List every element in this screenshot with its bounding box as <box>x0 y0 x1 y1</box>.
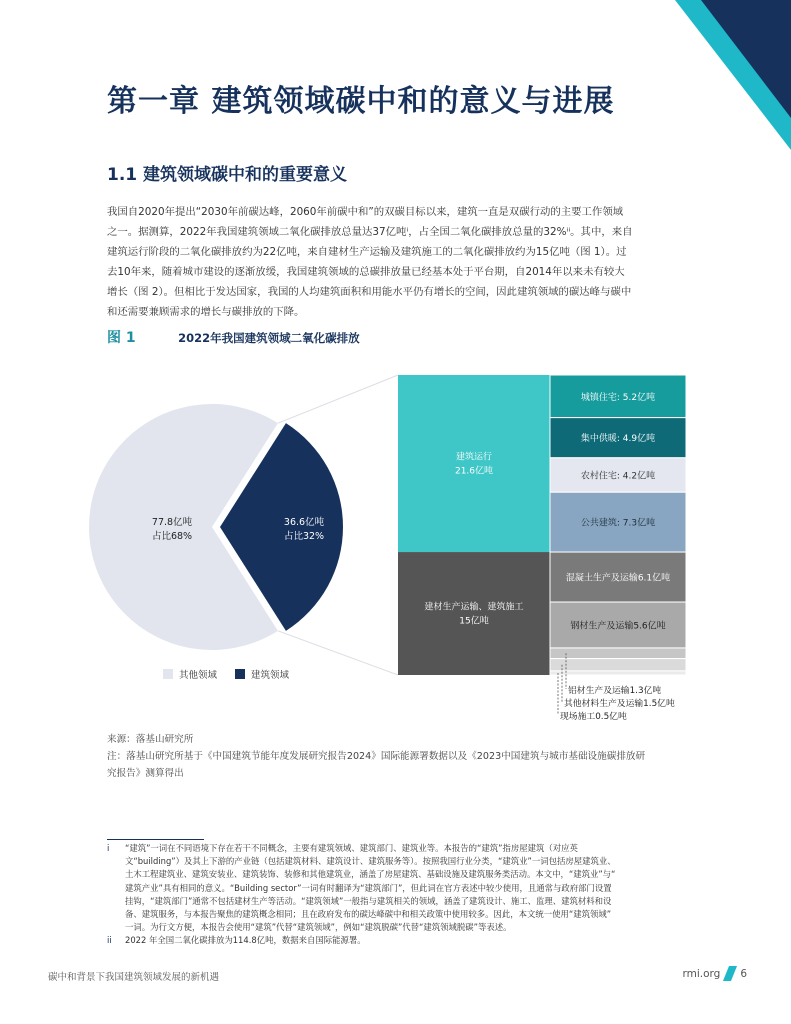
footnote-line: 土木工程建筑业、建筑安装业、建筑装饰、装修和其他建筑业，涵盖了房屋建筑、基础设施及建筑服务类活动。本文中，“建筑业”与“ <box>125 869 616 880</box>
breakdown-group-materials <box>398 552 550 675</box>
breakdown-group-value: 15亿吨 <box>459 616 489 627</box>
breakdown-item-label: 混凝土生产及运输6.1亿吨 <box>565 573 671 584</box>
body-line: 增长（图 2）。但相比于发达国家，我国的人均建筑面积和用能水平仍有增长的空间，因此建筑领域的碳达峰与碳中 <box>107 286 632 298</box>
breakdown-group-operation <box>398 375 550 552</box>
pie-label-other-share: 占比68% <box>151 531 193 542</box>
footnote-line: 文“building”）及其上下游的产业链（包括建筑材料、建筑设计、建筑服务等）。按照我国行业分类，“建筑业”一词包括房屋建筑业、 <box>125 856 616 867</box>
breakdown-item <box>550 648 686 659</box>
connector-line-bottom <box>278 631 398 675</box>
breakdown-item-label: 集中供暖: 4.9亿吨 <box>580 434 656 445</box>
footer-report-title: 碳中和背景下我国建筑领域发展的新机遇 <box>48 972 220 983</box>
footnote-mark: ii <box>107 935 112 946</box>
breakdown-item <box>550 659 686 671</box>
source-line: 来源：落基山研究所 <box>107 734 194 745</box>
legend-swatch-other <box>163 669 173 679</box>
breakdown-callout-label: 现场施工0.5亿吨 <box>560 712 627 722</box>
figure-header <box>107 327 360 347</box>
chapter-title: 第一章 建筑领域碳中和的意义与进展 <box>107 84 615 119</box>
footnote-line: 建筑产业”具有相同的意义。“Building sector”一词有时翻译为“建筑部门”，但此词在官方表述中较少使用，且通常与政府部门设置 <box>125 882 612 893</box>
pie-label-building-share: 占比32% <box>283 531 325 542</box>
breakdown-callout-label: 铝材生产及运输1.3亿吨 <box>568 686 662 696</box>
footnote-line: 2022 年全国二氧化碳排放为114.8亿吨，数据来自国际能源署。 <box>125 935 366 946</box>
body-line: 建筑运行阶段的二氧化碳排放约为22亿吨，来自建材生产运输及建筑施工的二氧化碳排放约为15亿吨（图 1）。过 <box>107 246 627 258</box>
footnotes <box>107 842 692 948</box>
pie-label-building-value: 36.6亿吨 <box>283 517 325 528</box>
breakdown-item-label: 钢材生产及运输5.6亿吨 <box>570 621 666 632</box>
breakdown-group-name: 建材生产运输、建筑施工 <box>424 602 524 613</box>
legend-swatch-building <box>235 669 245 679</box>
page-number: 6 <box>740 967 747 980</box>
footnote-line: 一词。为行文方便，本报告会使用“建筑”代替“建筑领域”，例如“建筑脱碳”代替“建筑领域脱碳”等表述。 <box>125 922 512 933</box>
breakdown-item <box>550 671 686 675</box>
figure-source <box>107 731 692 782</box>
footnote-i <box>107 842 692 934</box>
legend-label-building: 建筑领域 <box>251 670 290 681</box>
breakdown-group-name: 建筑运行 <box>455 452 493 463</box>
breakdown-callout-label: 其他材料生产及运输1.5亿吨 <box>564 699 675 709</box>
emissions-chart <box>0 360 791 730</box>
legend-label-other: 其他领域 <box>179 670 218 681</box>
source-note-cont: 究报告》测算得出 <box>107 768 184 779</box>
body-line: 和还需要兼顾需求的增长与碳排放的下降。 <box>107 306 305 318</box>
section-title: 1.1 建筑领域碳中和的重要意义 <box>107 165 348 185</box>
footer-page-info <box>682 966 747 981</box>
pie-label-other-value: 77.8亿吨 <box>151 517 193 528</box>
chart-legend <box>163 667 289 681</box>
body-line: 我国自2020年提出“2030年前碳达峰，2060年前碳中和”的双碳目标以来，建筑一直是双碳行动的主要工作领域 <box>107 206 624 218</box>
figure-title: 2022年我国建筑领域二氧化碳排放 <box>178 331 360 345</box>
slash-icon <box>723 966 737 981</box>
footnote-line: “建筑”一词在不同语境下存在若干不同概念，主要有建筑领域、建筑部门、建筑业等。本报告的“建筑”指房屋建筑（对应英 <box>125 843 578 853</box>
breakdown-item-label: 公共建筑: 7.3亿吨 <box>580 518 656 529</box>
connector-line-top <box>278 375 398 423</box>
breakdown-item-label: 农村住宅: 4.2亿吨 <box>580 471 656 482</box>
footnote-line: 挂钩，“建筑部门”通常不包括建材生产等活动。“建筑领域”一般指与建筑相关的领域，涵盖了建筑设计、施工、监理、建筑材料和设 <box>125 895 612 906</box>
body-line: 之一。据测算，2022年我国建筑领域二氧化碳排放总量达37亿吨ⁱ，占全国二氧化碳排放总量的32%ⁱⁱ。其中，来自 <box>107 226 633 238</box>
body-paragraph <box>107 202 690 322</box>
breakdown-item-label: 城镇住宅: 5.2亿吨 <box>580 392 656 403</box>
source-note: 注：落基山研究所基于《中国建筑节能年度发展研究报告2024》国际能源署数据以及《2023中国建筑与城市基础设施碳排放研 <box>107 751 646 762</box>
footnote-line: 备、建筑服务，与本报告聚焦的建筑概念相同；且在政府发布的碳达峰碳中和相关政策中使用较多。因此，本文统一使用“建筑领域” <box>125 909 612 920</box>
footnote-mark: i <box>107 843 110 853</box>
body-line: 去10年来，随着城市建设的逐渐放缓，我国建筑领域的总碳排放量已经基本处于平台期，自2014年以来未有较大 <box>107 266 625 278</box>
footnote-rule <box>107 839 204 840</box>
figure-label: 图 1 <box>107 330 136 346</box>
footer-site: rmi.org <box>682 967 721 980</box>
breakdown-group-value: 21.6亿吨 <box>454 466 494 477</box>
footnote-ii <box>107 934 692 947</box>
